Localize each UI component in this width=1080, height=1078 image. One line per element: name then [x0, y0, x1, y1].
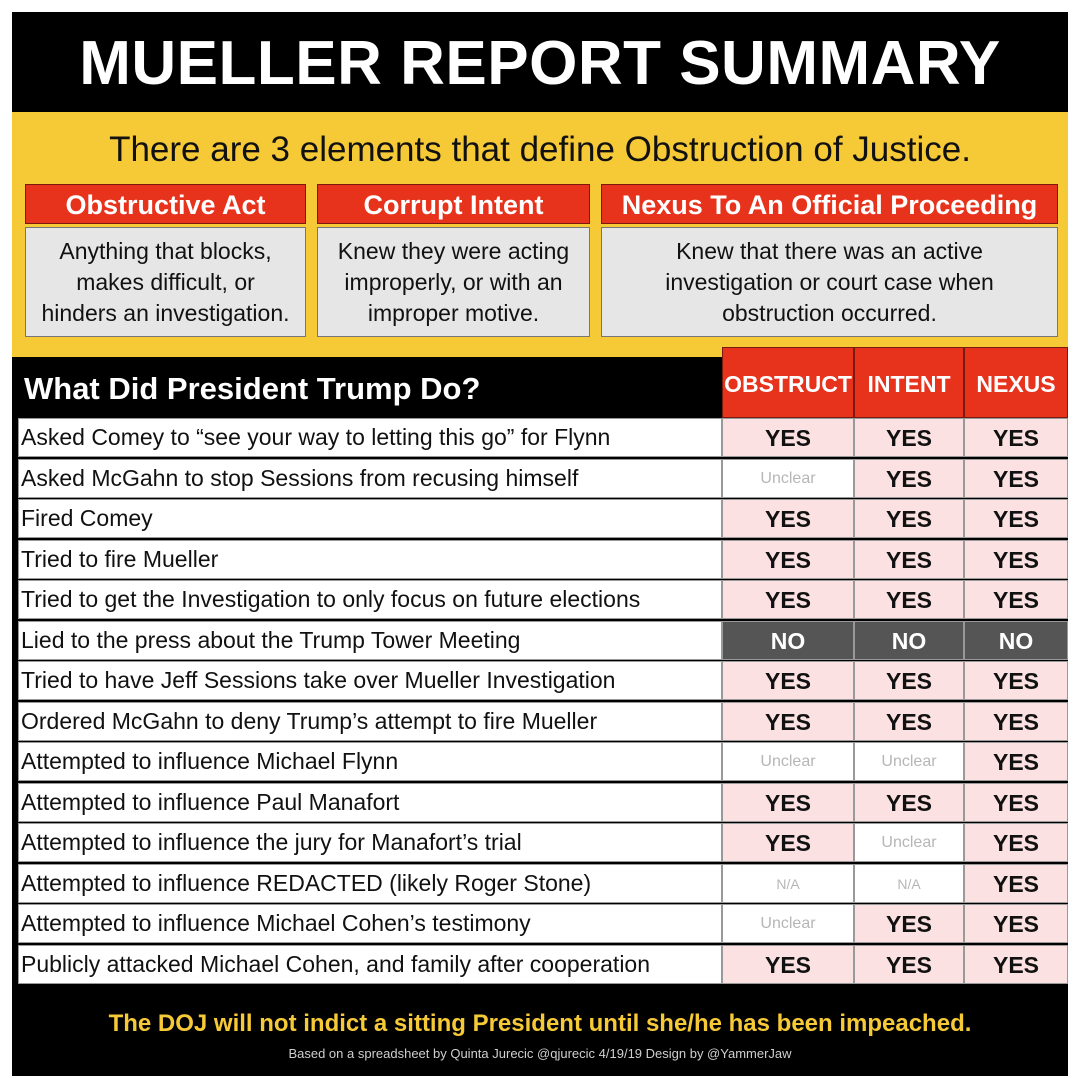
element-heading: Nexus To An Official Proceeding: [601, 184, 1058, 224]
intent-cell: YES: [854, 945, 964, 984]
action-description: Attempted to influence the jury for Manafort’s trial: [18, 823, 722, 862]
obstruct-cell: YES: [722, 661, 854, 700]
obstruct-cell: NO: [722, 621, 854, 660]
obstruct-cell: YES: [722, 540, 854, 579]
table-row: [18, 499, 1068, 540]
table-row: [18, 459, 1068, 500]
intent-cell: YES: [854, 580, 964, 619]
column-header-intent: INTENT: [854, 347, 964, 418]
obstruct-cell: YES: [722, 945, 854, 984]
element-description-line: obstruction occurred.: [722, 299, 937, 326]
obstruct-cell: N/A: [722, 864, 854, 903]
nexus-cell: YES: [964, 864, 1068, 903]
obstruct-cell: YES: [722, 783, 854, 822]
action-description: Attempted to influence Paul Manafort: [18, 783, 722, 822]
credit-line: Based on a spreadsheet by Quinta Jurecic @qjurecic 4/19/19 Design by @YammerJaw: [288, 1046, 792, 1061]
action-description: Lied to the press about the Trump Tower Meeting: [18, 621, 722, 660]
nexus-cell: YES: [964, 823, 1068, 862]
footer-note: The DOJ will not indict a sitting President until she/he has been impeached.: [108, 1010, 972, 1037]
element-nexus: [601, 184, 1058, 337]
table-row: [18, 945, 1068, 986]
table-row: [18, 621, 1068, 662]
table-heading: What Did President Trump Do?: [24, 371, 481, 406]
element-description: [25, 227, 306, 337]
table-row: [18, 864, 1068, 905]
intent-cell: YES: [854, 418, 964, 457]
element-heading: Corrupt Intent: [317, 184, 590, 224]
element-description-line: Knew that there was an active: [676, 237, 983, 264]
intent-cell: N/A: [854, 864, 964, 903]
nexus-cell: NO: [964, 621, 1068, 660]
action-description: Asked Comey to “see your way to letting this go” for Flynn: [18, 418, 722, 457]
intent-cell: YES: [854, 499, 964, 538]
element-description: [317, 227, 590, 337]
action-description: Tried to have Jeff Sessions take over Mueller Investigation: [18, 661, 722, 700]
intent-cell: YES: [854, 661, 964, 700]
action-description: Attempted to influence REDACTED (likely Roger Stone): [18, 864, 722, 903]
action-description: Attempted to influence Michael Cohen’s testimony: [18, 904, 722, 943]
obstruct-cell: YES: [722, 499, 854, 538]
element-description-line: Knew they were acting: [337, 237, 570, 264]
intent-cell: YES: [854, 783, 964, 822]
table-row: [18, 418, 1068, 459]
element-description-line: improperly, or with an: [344, 268, 563, 295]
table-row: [18, 661, 1068, 702]
element-corrupt-intent: [317, 184, 590, 337]
table-row: [18, 580, 1068, 621]
element-obstructive-act: [25, 184, 306, 337]
nexus-cell: YES: [964, 783, 1068, 822]
nexus-cell: YES: [964, 742, 1068, 781]
element-description: [601, 227, 1058, 337]
nexus-cell: YES: [964, 702, 1068, 741]
nexus-cell: YES: [964, 459, 1068, 498]
elements-subtitle: There are 3 elements that define Obstruction of Justice.: [109, 130, 971, 169]
nexus-cell: YES: [964, 580, 1068, 619]
obstruct-cell: Unclear: [722, 904, 854, 943]
infographic: [12, 12, 1068, 1076]
obstruct-cell: YES: [722, 823, 854, 862]
action-description: Publicly attacked Michael Cohen, and family after cooperation: [18, 945, 722, 984]
element-description-line: Anything that blocks,: [59, 237, 272, 264]
intent-cell: YES: [854, 540, 964, 579]
nexus-cell: YES: [964, 904, 1068, 943]
action-description: Ordered McGahn to deny Trump’s attempt to fire Mueller: [18, 702, 722, 741]
element-description-line: hinders an investigation.: [41, 299, 290, 326]
obstruct-cell: Unclear: [722, 459, 854, 498]
intent-cell: YES: [854, 904, 964, 943]
table-row: [18, 742, 1068, 783]
action-description: Asked McGahn to stop Sessions from recusing himself: [18, 459, 722, 498]
intent-cell: YES: [854, 702, 964, 741]
intent-cell: Unclear: [854, 742, 964, 781]
action-description: Attempted to influence Michael Flynn: [18, 742, 722, 781]
column-header-obstruct: OBSTRUCT: [722, 347, 854, 418]
action-description: Tried to fire Mueller: [18, 540, 722, 579]
element-heading: Obstructive Act: [25, 184, 306, 224]
column-header-nexus: NEXUS: [964, 347, 1068, 418]
nexus-cell: YES: [964, 540, 1068, 579]
obstruct-cell: YES: [722, 418, 854, 457]
table-row: [18, 540, 1068, 581]
table-row: [18, 904, 1068, 945]
obstruct-cell: Unclear: [722, 742, 854, 781]
element-description-line: improper motive.: [367, 299, 540, 326]
table-row: [18, 702, 1068, 743]
page-title: MUELLER REPORT SUMMARY: [79, 29, 1001, 98]
obstruct-cell: YES: [722, 580, 854, 619]
table-row: [18, 783, 1068, 824]
intent-cell: NO: [854, 621, 964, 660]
nexus-cell: YES: [964, 499, 1068, 538]
intent-cell: Unclear: [854, 823, 964, 862]
element-description-line: investigation or court case when: [665, 268, 994, 295]
intent-cell: YES: [854, 459, 964, 498]
nexus-cell: YES: [964, 945, 1068, 984]
elements-panel: [12, 112, 1068, 357]
action-description: Fired Comey: [18, 499, 722, 538]
nexus-cell: YES: [964, 661, 1068, 700]
obstruct-cell: YES: [722, 702, 854, 741]
element-description-line: makes difficult, or: [76, 268, 255, 295]
nexus-cell: YES: [964, 418, 1068, 457]
action-description: Tried to get the Investigation to only focus on future elections: [18, 580, 722, 619]
table-row: [18, 823, 1068, 864]
